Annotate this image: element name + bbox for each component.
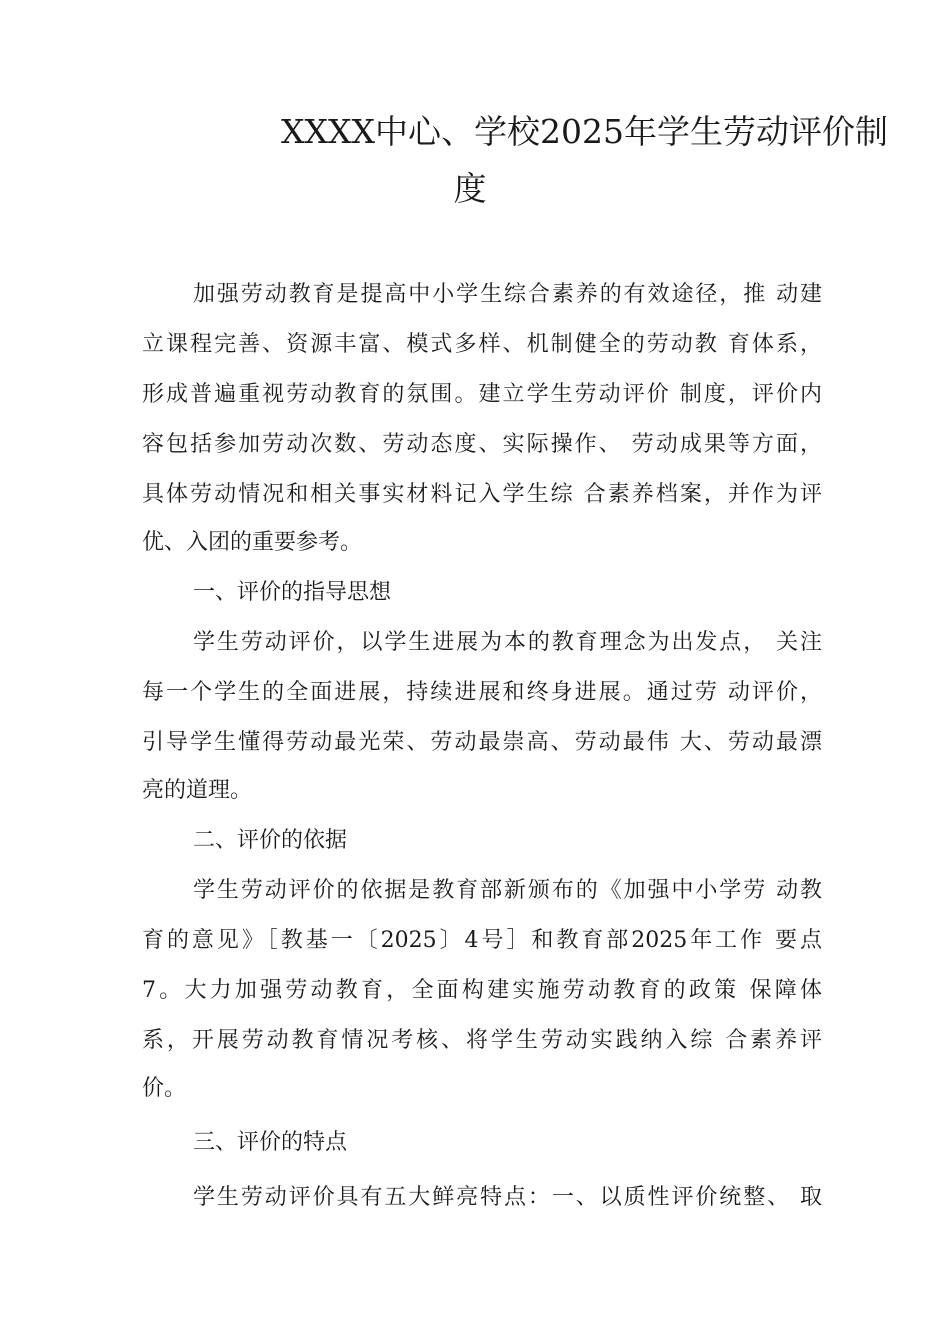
paragraph-intro-line: 形成普遍重视劳动教育的氛围。建立学生劳动评价 制度，评价内: [142, 382, 822, 407]
paragraph-basis-line: 学生劳动评价的依据是教育部新颁布的《加强中小学劳 动教: [193, 878, 822, 903]
paragraph-basis-line: 价。: [142, 1076, 187, 1101]
document-title-line-1: XXXX中心、学校2025年学生劳动评价制: [281, 112, 888, 151]
paragraph-intro-line: 优、入团的重要参考。: [142, 530, 363, 555]
paragraph-intro-line: 容包括参加劳动次数、劳动态度、实际操作、 劳动成果等方面，: [142, 432, 822, 457]
paragraph-intro-line: 加强劳动教育是提高中小学生综合素养的有效途径，推 动建: [193, 282, 822, 307]
paragraph-guiding-line: 亮的道理。: [142, 778, 253, 803]
paragraph-guiding-line: 学生劳动评价，以学生进展为本的教育理念为出发点， 关注: [193, 630, 822, 655]
paragraph-basis-line: 7。大力加强劳动教育，全面构建实施劳动教育的政策 保障体: [142, 978, 822, 1003]
section-heading-basis: 二、评价的依据: [193, 828, 348, 853]
section-heading-guiding-principle: 一、评价的指导思想: [193, 580, 392, 605]
paragraph-guiding-line: 引导学生懂得劳动最光荣、劳动最崇高、劳动最伟 大、劳动最漂: [142, 730, 822, 755]
paragraph-features-line: 学生劳动评价具有五大鲜亮特点：一、以质性评价统整、 取: [193, 1185, 822, 1210]
paragraph-basis-line: 系，开展劳动教育情况考核、将学生劳动实践纳入综 合素养评: [142, 1028, 822, 1053]
document-title-line-2: 度: [453, 169, 487, 208]
paragraph-intro-line: 立课程完善、资源丰富、模式多样、机制健全的劳动教 育体系，: [142, 332, 822, 357]
paragraph-guiding-line: 每一个学生的全面进展，持续进展和终身进展。通过劳 动评价，: [142, 680, 822, 705]
paragraph-intro-line: 具体劳动情况和相关事实材料记入学生综 合素养档案，并作为评: [142, 482, 822, 507]
section-heading-features: 三、评价的特点: [193, 1130, 348, 1155]
paragraph-basis-line: 育的意见》［教基一〔2025〕4号］和教育部2025年工作 要点: [142, 928, 822, 953]
